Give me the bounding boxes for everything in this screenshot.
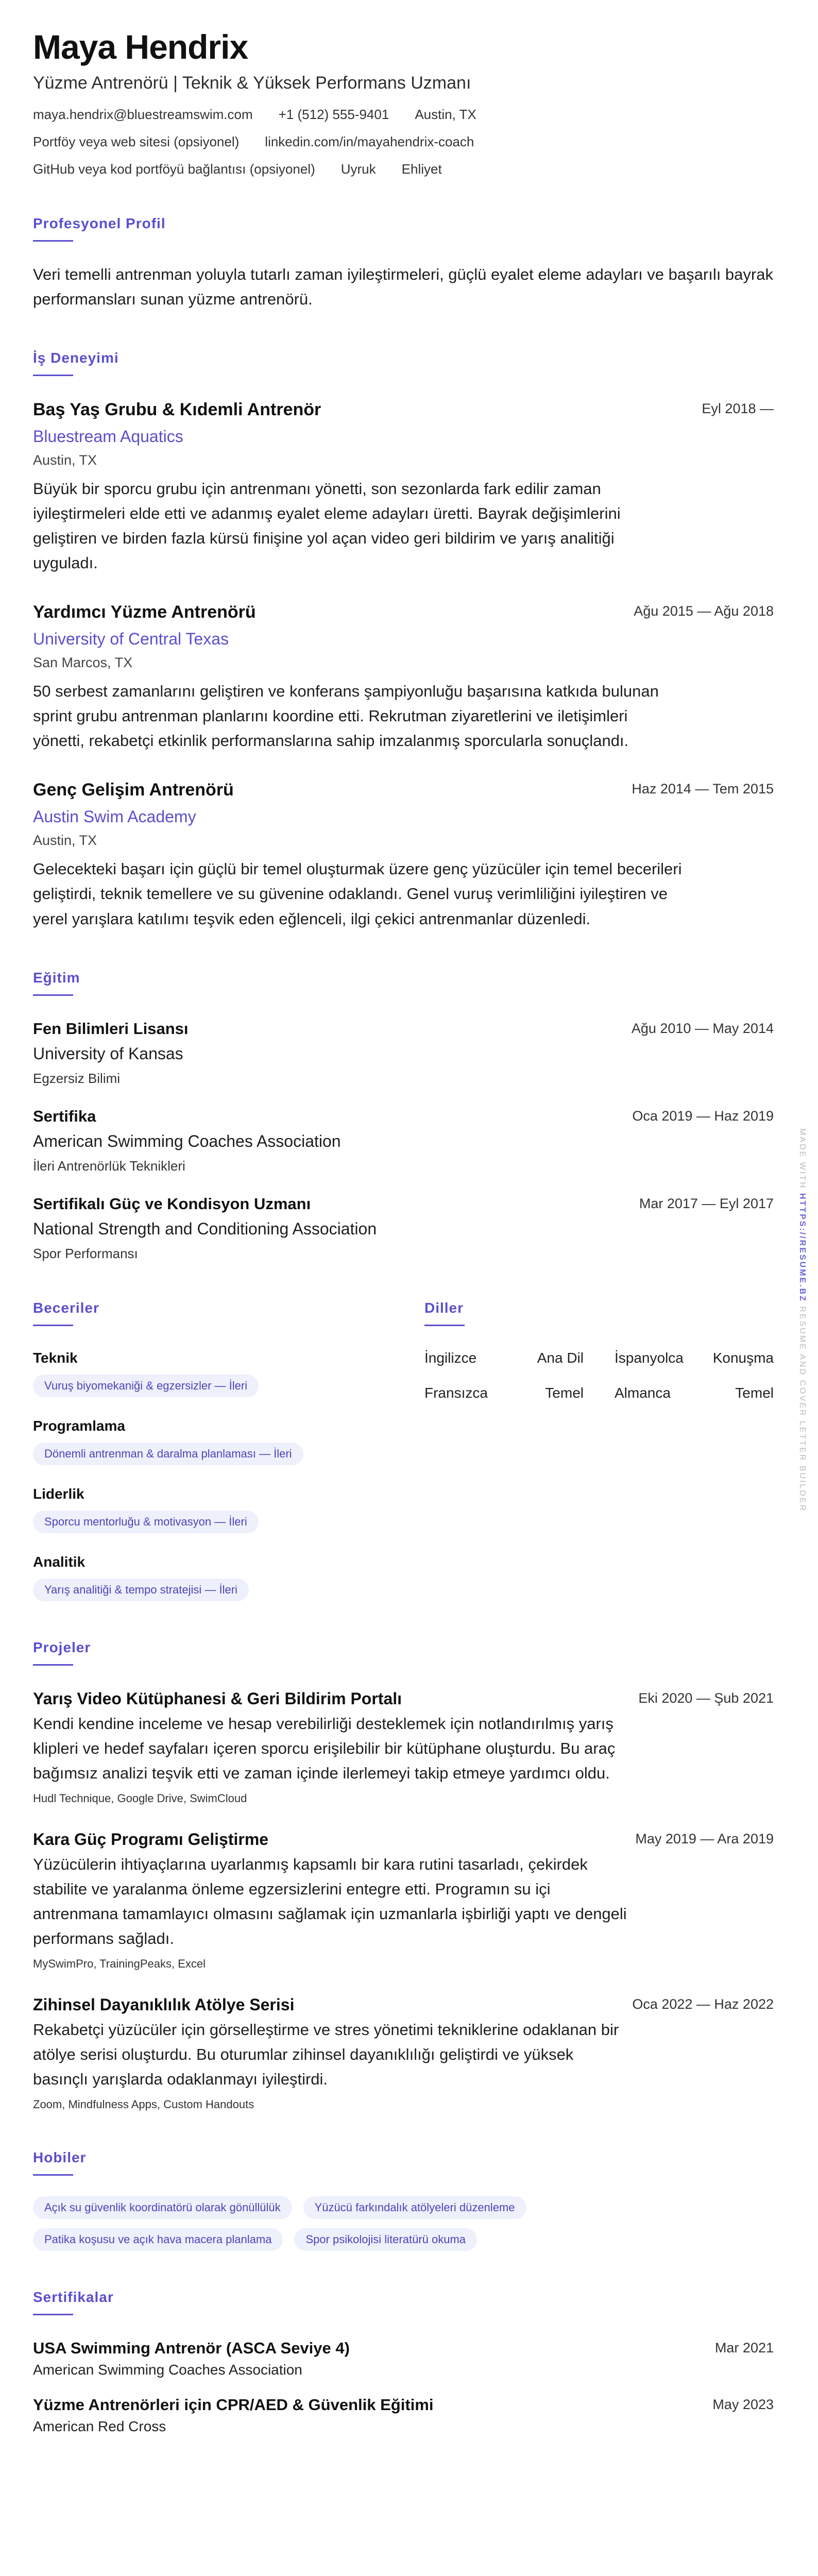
builder-watermark: [797, 1128, 807, 1512]
section-divider: [424, 1325, 465, 1326]
project-description: Kendi kendine inceleme ve hesap verebilirliği desteklemek için notlandırılmış yarış klipleri ve hedef sayfaları içeren sporcu erişilebilir bir kütüphane oluşturdu. Bu araç bağımsız analizi teşvik etti ve zaman içinde ilerlemeyi takip etmeye yardımcı oldu.: [33, 1714, 616, 1782]
location-text: Austin, TX: [415, 107, 476, 122]
employer-link[interactable]: Austin Swim Academy: [33, 807, 196, 826]
experience-entry: [33, 780, 774, 931]
skill-group: [33, 1554, 424, 1601]
section-title-projects: Projeler: [33, 1639, 91, 1655]
language-item: [615, 1385, 774, 1401]
skill-group: [33, 1350, 424, 1397]
section-divider: [33, 2314, 73, 2315]
hobby-pill: Patika koşusu ve açık hava macera planlama: [33, 2228, 283, 2251]
project-entry: [33, 1995, 774, 2111]
project-date: May 2019 — Ara 2019: [635, 1831, 774, 1846]
hobbies-list: [33, 2196, 774, 2251]
project-date: Eki 2020 — Şub 2021: [638, 1690, 774, 1706]
skill-group: [33, 1486, 424, 1533]
degree-title: Sertifika: [33, 1107, 96, 1125]
section-divider: [33, 994, 73, 996]
field-of-study: İleri Antrenörlük Teknikleri: [33, 1158, 185, 1174]
certificate-entry: [33, 2339, 774, 2378]
portfolio-link[interactable]: Portföy veya web sitesi (opsiyonel): [33, 134, 240, 149]
job-title: Baş Yaş Grubu & Kıdemli Antrenör: [33, 400, 321, 420]
resume-header: [33, 30, 774, 177]
section-divider: [33, 1325, 73, 1326]
skill-pill: Yarış analitiği & tempo stratejisi — İleri: [33, 1579, 249, 1601]
email-link[interactable]: maya.hendrix@bluestreamswim.com: [33, 107, 253, 122]
experience-list: [33, 400, 774, 931]
hobby-pill: Spor psikolojisi literatürü okuma: [294, 2228, 477, 2251]
certificate-date: May 2023: [712, 2397, 774, 2413]
education-date: Ağu 2010 — May 2014: [631, 1020, 774, 1036]
skills-list: [33, 1350, 424, 1601]
section-divider: [33, 2174, 73, 2176]
section-title-experience: İş Deneyimi: [33, 350, 119, 366]
experience-entry: [33, 400, 774, 575]
job-title: Yardımcı Yüzme Antrenörü: [33, 602, 256, 622]
job-date: Ağu 2015 — Ağu 2018: [634, 603, 774, 619]
phone-number[interactable]: +1 (512) 555-9401: [278, 107, 389, 122]
education-list: [33, 1020, 774, 1262]
skill-group: [33, 1418, 424, 1465]
job-location: San Marcos, TX: [33, 655, 133, 671]
job-location: Austin, TX: [33, 833, 97, 849]
hobby-pill: Yüzücü farkındalık atölyeleri düzenleme: [303, 2196, 526, 2219]
skills-section: [33, 1300, 424, 1601]
certificate-title: Yüzme Antrenörleri için CPR/AED & Güvenlik Eğitimi: [33, 2396, 434, 2414]
skill-category: Liderlik: [33, 1485, 84, 1502]
section-title-profile: Profesyonel Profil: [33, 215, 166, 231]
skill-category: Programlama: [33, 1417, 125, 1434]
certificates-list: [33, 2339, 774, 2435]
hobbies-section: [33, 2149, 774, 2251]
contact-row-3: [33, 161, 774, 177]
project-entry: [33, 1830, 774, 1971]
employer-link[interactable]: University of Central Texas: [33, 630, 229, 649]
school-name: University of Kansas: [33, 1044, 183, 1063]
project-tools: Hudl Technique, Google Drive, SwimCloud: [33, 1791, 247, 1805]
certificate-issuer: American Red Cross: [33, 2418, 166, 2435]
section-title-education: Eğitim: [33, 969, 80, 986]
watermark-prefix: MADE WITH: [798, 1128, 807, 1193]
section-divider: [33, 240, 73, 242]
license-text: Ehliyet: [401, 161, 442, 177]
language-item: [615, 1350, 774, 1366]
employer-link[interactable]: Bluestream Aquatics: [33, 427, 183, 446]
certificate-entry: [33, 2396, 774, 2435]
project-title: Zihinsel Dayanıklılık Atölye Serisi: [33, 1995, 295, 2014]
school-name: American Swimming Coaches Association: [33, 1131, 341, 1150]
experience-section: [33, 350, 774, 931]
job-description: Büyük bir sporcu grubu için antrenmanı yönetti, son sezonlarda fark edilir zaman iyileştirmeleri elde etti ve adanmış eyalet eleme adayları üretti. Bayrak değişimlerini geliştiren ve birden fazla kürsü finişine yol açan video geri bildirim ve yarış analitiği uyguladı.: [33, 480, 621, 572]
project-date: Oca 2022 — Haz 2022: [632, 1996, 774, 2012]
job-date: Haz 2014 — Tem 2015: [632, 781, 774, 797]
education-entry: [33, 1107, 774, 1174]
watermark-link[interactable]: HTTPS://RESUME.BZ: [798, 1193, 807, 1302]
language-name: İspanyolca: [615, 1349, 684, 1366]
contact-row-1: [33, 107, 774, 123]
certificates-section: [33, 2289, 774, 2435]
project-description: Yüzücülerin ihtiyaçlarına uyarlanmış kapsamlı bir kara rutini tasarladı, çekirdek stabilite ve yaralanma önleme egzersizlerini entegre etti. Programın su içi antrenmana tamamlayıcı olmasını sağlamak için uzmanlarla işbirliği yaptı ve dengeli performans sağladı.: [33, 1855, 627, 1947]
candidate-title: Yüzme Antrenörü | Teknik & Yüksek Performans Uzmanı: [33, 73, 471, 93]
project-tools: Zoom, Mindfulness Apps, Custom Handouts: [33, 2098, 254, 2111]
language-level: Temel: [545, 1384, 584, 1401]
education-date: Oca 2019 — Haz 2019: [632, 1108, 774, 1124]
skill-pill: Vuruş biyomekaniği & egzersizler — İleri: [33, 1375, 259, 1397]
profile-section: [33, 215, 774, 312]
candidate-name: Maya Hendrix: [33, 28, 248, 66]
languages-section: [424, 1300, 774, 1601]
section-divider: [33, 1664, 73, 1666]
job-description: 50 serbest zamanlarını geliştiren ve konferans şampiyonluğu başarısına katkıda bulunan sprint grubu antrenman planlarını koordine etti. Rekrutman ziyaretlerini ve iletişimleri yönetti, rekabetçi etkinlik performanslarına sahip imzalanmış sporcularla sonuçlandı.: [33, 682, 659, 750]
project-tools: MySwimPro, TrainingPeaks, Excel: [33, 1957, 206, 1970]
degree-title: Fen Bilimleri Lisansı: [33, 1019, 189, 1038]
section-title-languages: Diller: [424, 1299, 464, 1316]
linkedin-link[interactable]: linkedin.com/in/mayahendrix-coach: [265, 134, 474, 149]
skill-category: Analitik: [33, 1553, 86, 1570]
section-title-skills: Beceriler: [33, 1299, 99, 1316]
job-date: Eyl 2018 —: [702, 401, 774, 417]
skills-languages-row: [33, 1300, 774, 1601]
hobby-pill: Açık su güvenlik koordinatörü olarak gönüllülük: [33, 2196, 292, 2219]
languages-list: [424, 1350, 774, 1401]
projects-list: [33, 1689, 774, 2111]
section-divider: [33, 375, 73, 376]
language-level: Temel: [735, 1384, 774, 1401]
certificate-date: Mar 2021: [714, 2340, 774, 2356]
education-entry: [33, 1195, 774, 1262]
field-of-study: Spor Performansı: [33, 1245, 138, 1261]
education-date: Mar 2017 — Eyl 2017: [639, 1195, 774, 1211]
language-item: [424, 1350, 584, 1366]
project-description: Rekabetçi yüzücüler için görselleştirme ve stres yönetimi tekniklerine odaklanan bir atölye serisi oluşturdu. Bu oturumlar zihinsel dayanıklılığı geliştirdi ve yüksek basınçlı yarışlarda odaklanmayı iyileştirdi.: [33, 2020, 619, 2088]
language-name: İngilizce: [424, 1349, 477, 1366]
projects-section: [33, 1639, 774, 2111]
experience-entry: [33, 602, 774, 753]
profile-summary: Veri temelli antrenman yoluyla tutarlı zaman iyileştirmeleri, güçlü eyalet eleme adayları ve başarılı bayrak performansları sunan yüzme antrenörü.: [33, 265, 773, 309]
certificate-issuer: American Swimming Coaches Association: [33, 2362, 302, 2378]
skill-pill: Sporcu mentorluğu & motivasyon — İleri: [33, 1511, 259, 1533]
skill-category: Teknik: [33, 1349, 78, 1366]
nationality-text: Uyruk: [340, 161, 376, 177]
job-location: Austin, TX: [33, 452, 97, 468]
skill-pill: Dönemli antrenman & daralma planlaması — İleri: [33, 1443, 303, 1465]
github-link[interactable]: GitHub veya kod portföyü bağlantısı (opsiyonel): [33, 161, 315, 177]
watermark-suffix: RESUME AND COVER LETTER BUILDER: [798, 1302, 807, 1513]
education-entry: [33, 1020, 774, 1087]
section-title-certificates: Sertifikalar: [33, 2289, 114, 2306]
language-name: Fransızca: [424, 1384, 488, 1401]
language-level: Konuşma: [712, 1349, 774, 1366]
language-item: [424, 1385, 584, 1401]
education-section: [33, 970, 774, 1262]
degree-title: Sertifikalı Güç ve Kondisyon Uzmanı: [33, 1194, 311, 1213]
certificate-title: USA Swimming Antrenör (ASCA Seviye 4): [33, 2339, 350, 2358]
project-title: Yarış Video Kütüphanesi & Geri Bildirim Portalı: [33, 1689, 402, 1708]
project-entry: [33, 1689, 774, 1805]
job-title: Genç Gelişim Antrenörü: [33, 780, 234, 800]
language-level: Ana Dil: [537, 1349, 584, 1366]
contact-row-2: [33, 134, 774, 150]
project-title: Kara Güç Programı Geliştirme: [33, 1829, 269, 1849]
language-name: Almanca: [615, 1384, 671, 1401]
section-title-hobbies: Hobiler: [33, 2149, 87, 2166]
job-description: Gelecekteki başarı için güçlü bir temel oluşturmak üzere genç yüzücüler için temel becerileri geliştirdi, teknik temellere ve su güvenine odaklandı. Genel vuruş verimliliğini iyileştiren ve yerel yarışlara katılımı teşvik eden eğlenceli, ilgi çekici antrenmanlar düzenledi.: [33, 860, 682, 928]
field-of-study: Egzersiz Bilimi: [33, 1070, 121, 1086]
school-name: National Strength and Conditioning Association: [33, 1219, 377, 1238]
